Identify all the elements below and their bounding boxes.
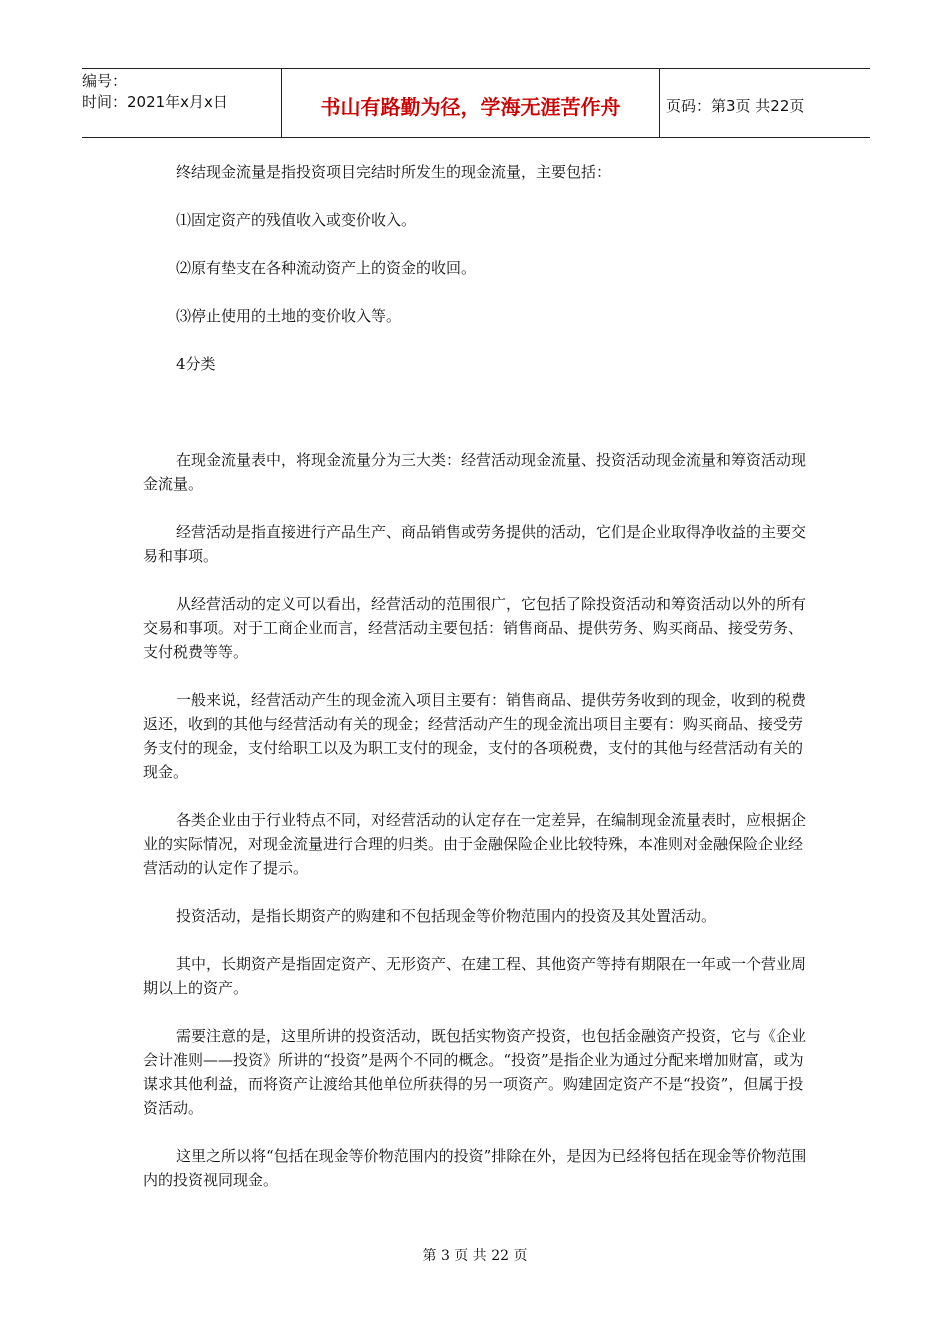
header-motto: 书山有路勤为径，学海无涯苦作舟 bbox=[282, 69, 660, 137]
list-item: ⑵原有垫支在各种流动资产上的资金的收回。 bbox=[176, 259, 477, 277]
paragraph: 一般来说，经营活动产生的现金流入项目主要有：销售商品、提供劳务收到的现金，收到的税费返还，收到的其他与经营活动有关的现金；经营活动产生的现金流出项目主要有：购买商品、接受劳务支付的现金，支付给职工以及为职工支付的现金，支付的各项税费，支付的其他与经营活动有关的现金。 bbox=[143, 691, 807, 781]
paragraph: 需要注意的是，这里所讲的投资活动，既包括实物资产投资，也包括金融资产投资，它与《企业会计准则——投资》所讲的“投资”是两个不同的概念。“投资”是指企业为通过分配来增加财富，或为谋求其他利益，而将资产让渡给其他单位所获得的另一项资产。购建固定资产不是“投资”，但属于投资活动。 bbox=[143, 1027, 807, 1117]
doc-time: 时间：2021年x月x日 bbox=[82, 93, 228, 111]
header-meta bbox=[82, 69, 282, 137]
list-item: ⑴固定资产的残值收入或变价收入。 bbox=[176, 211, 417, 229]
paragraph: 终结现金流量是指投资项目完结时所发生的现金流量，主要包括： bbox=[176, 163, 612, 181]
paragraph: 其中，长期资产是指固定资产、无形资产、在建工程、其他资产等持有期限在一年或一个营业周期以上的资产。 bbox=[143, 955, 807, 997]
paragraph: 经营活动是指直接进行产品生产、商品销售或劳务提供的活动，它们是企业取得净收益的主要交易和事项。 bbox=[143, 523, 807, 565]
paragraph: 投资活动，是指长期资产的购建和不包括现金等价物范围内的投资及其处置活动。 bbox=[176, 907, 717, 925]
header-page-number: 页码：第3页 共22页 bbox=[666, 96, 805, 115]
list-item: ⑶停止使用的土地的变价收入等。 bbox=[176, 307, 402, 325]
paragraph: 各类企业由于行业特点不同，对经营活动的认定存在一定差异，在编制现金流量表时，应根据企业的实际情况，对现金流量进行合理的归类。由于金融保险企业比较特殊，本准则对金融保险企业经营活动的认定作了提示。 bbox=[143, 811, 807, 877]
doc-number: 编号： bbox=[82, 72, 128, 90]
page-footer: 第 3 页 共 22 页 bbox=[422, 1248, 528, 1264]
page-header bbox=[82, 68, 870, 138]
paragraph: 这里之所以将“包括在现金等价物范围内的投资”排除在外，是因为已经将包括在现金等价物范围内的投资视同现金。 bbox=[143, 1147, 807, 1189]
section-heading: 4分类 bbox=[176, 355, 216, 373]
paragraph: 在现金流量表中，将现金流量分为三大类：经营活动现金流量、投资活动现金流量和筹资活动现金流量。 bbox=[143, 451, 807, 493]
paragraph: 从经营活动的定义可以看出，经营活动的范围很广，它包括了除投资活动和筹资活动以外的所有交易和事项。对于工商企业而言，经营活动主要包括：销售商品、提供劳务、购买商品、接受劳务、支付税费等等。 bbox=[143, 595, 807, 661]
document-body bbox=[143, 160, 808, 1192]
